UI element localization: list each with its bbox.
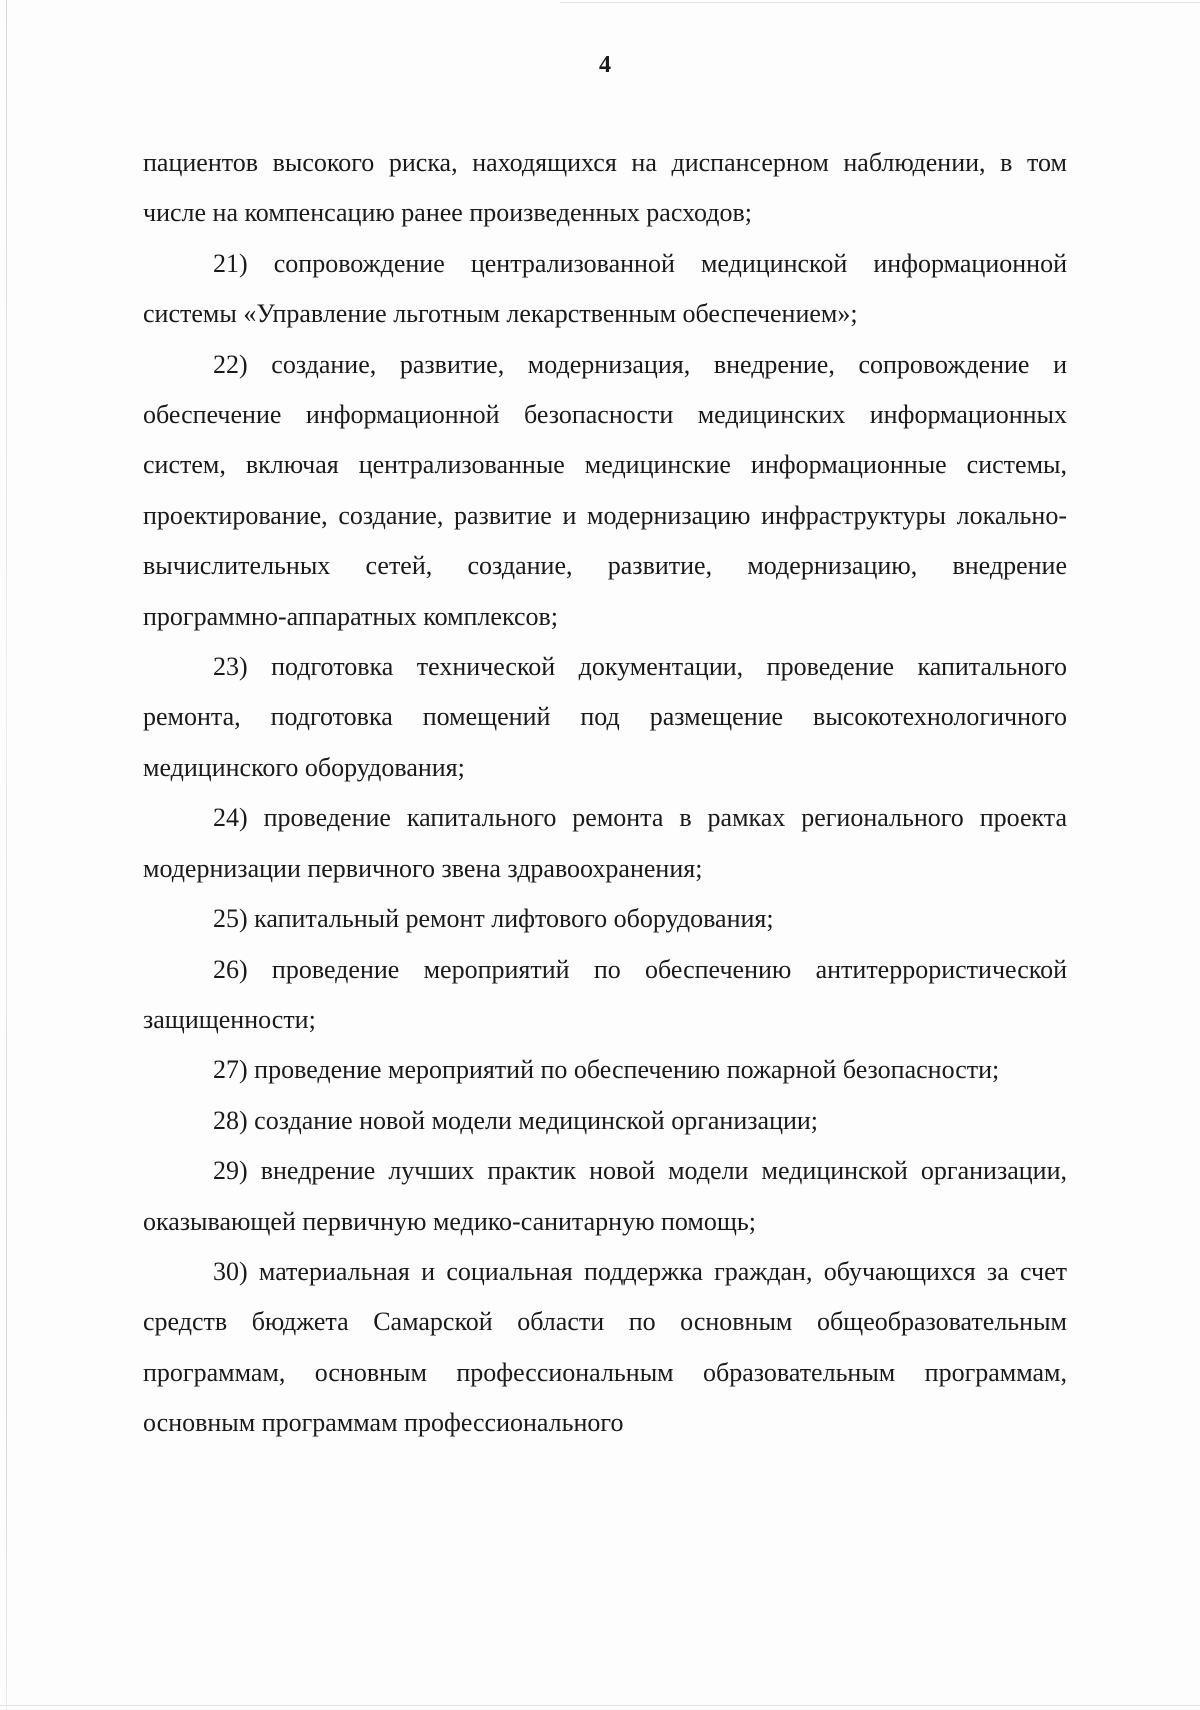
page-number: 4: [599, 52, 611, 78]
paragraph-continuation: пациентов высокого риска, находящихся на диспансерном наблюдении, в том числе на компенсацию ранее произведенных расходов;: [143, 148, 1067, 228]
paragraph-item-25: 25) капитальный ремонт лифтового оборудования;: [213, 904, 774, 934]
paragraph-item-29: 29) внедрение лучших практик новой модели медицинской организации, оказывающей первичную медико-санитарную помощь;: [143, 1156, 1067, 1236]
paragraph-item-23: 23) подготовка технической документации, проведение капитального ремонта, подготовка помещений под размещение высокотехнологичного медицинского оборудования;: [143, 652, 1067, 782]
paragraph-item-26: 26) проведение мероприятий по обеспечению антитеррористической защищенности;: [143, 954, 1067, 1034]
paragraph-item-30: 30) материальная и социальная поддержка граждан, обучающихся за счет средств бюджета Самарской области по основным общеобразовательным программам, основным профессиональным образовательным программам, основным программам профессионального: [143, 1256, 1067, 1438]
scan-edge-top: [560, 2, 1200, 3]
paragraph-item-28: 28) создание новой модели медицинской организации;: [213, 1105, 819, 1135]
paragraph-item-27: 27) проведение мероприятий по обеспечению пожарной безопасности;: [213, 1055, 1000, 1085]
paragraph-item-22: 22) создание, развитие, модернизация, внедрение, сопровождение и обеспечение информационной безопасности медицинских информационных систем, включая централизованные медицинские информационные системы, проектирование, создание, развитие и модернизацию инфраструктуры локально-вычислительных сетей, создание, развитие, модернизацию, внедрение программно-аппаратных комплексов;: [143, 349, 1067, 631]
scan-edge-bottom: [0, 1705, 1200, 1706]
paragraph-item-21: 21) сопровождение централизованной медицинской информационной системы «Управление льготным лекарственным обеспечением»;: [143, 248, 1067, 329]
scan-edge-left: [6, 0, 7, 1710]
document-body: [143, 138, 1067, 1449]
paragraph-item-24: 24) проведение капитального ремонта в рамках регионального проекта модернизации первичного звена здравоохранения;: [143, 803, 1067, 883]
